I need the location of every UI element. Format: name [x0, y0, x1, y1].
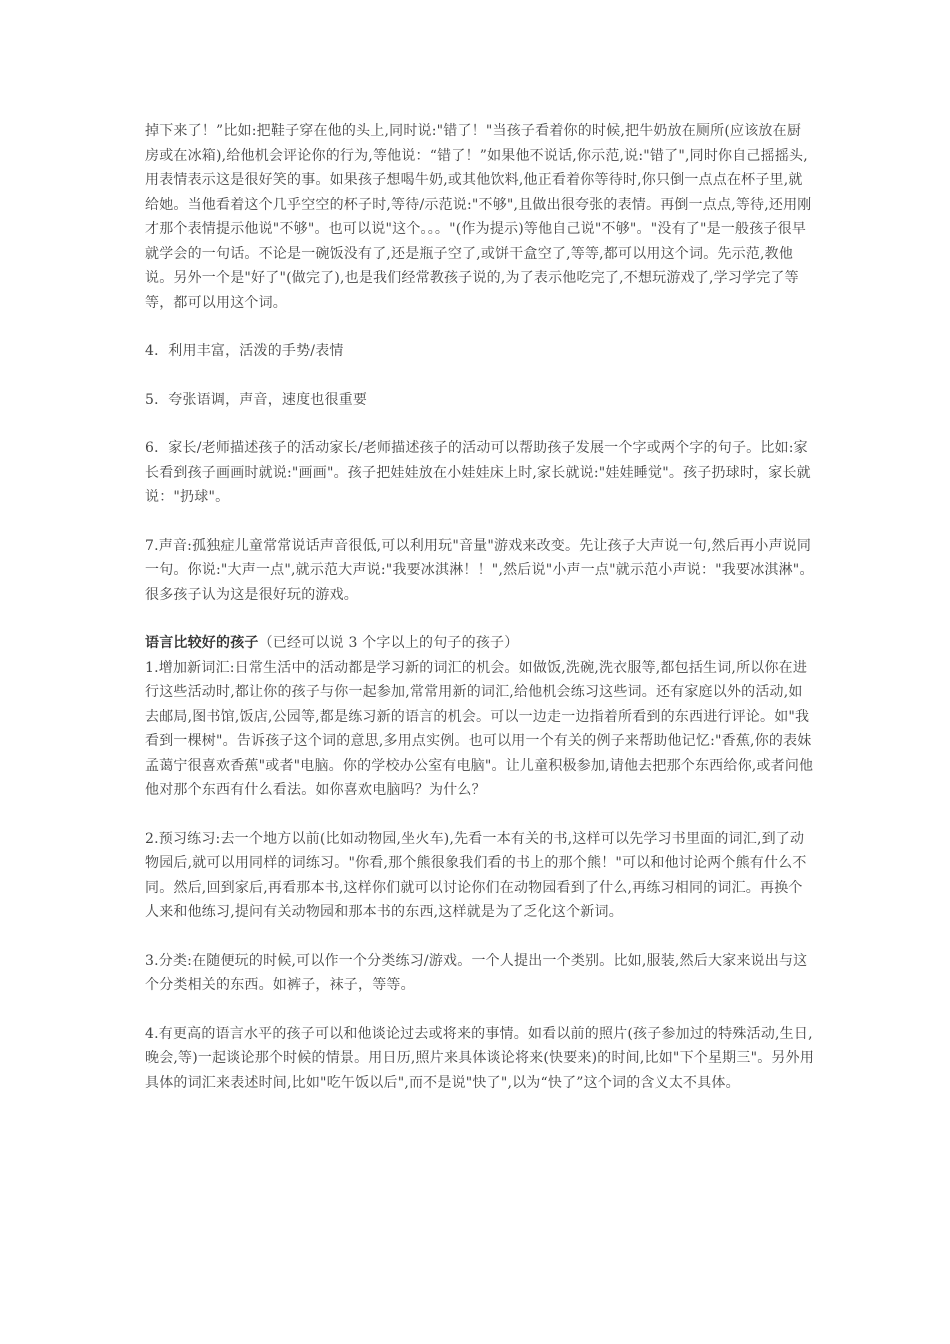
- paragraph-gap: [145, 315, 815, 339]
- section-heading-subtitle: （已经可以说 3 个字以上的句子的孩子）: [258, 635, 519, 651]
- section-item-4: 4.有更高的语言水平的孩子可以和他谈论过去或将来的事情。如看以前的照片(孩子参加过的特殊活动,生日,晚会,等)一起谈论那个时候的情景。用日历,照片来具体谈论将来(快要来)的时间,比如"下个星期三"。另外用具体的词汇来表述时间,比如"吃午饭以后",而不是说"快了",以为“快了”这个词的含义太不具体。: [145, 1025, 815, 1091]
- section-item-2: 2.预习练习:去一个地方以前(比如动物园,坐火车),先看一本有关的书,这样可以先学习书里面的词汇,到了动物园后,就可以用同样的词练习。"你看,那个熊很象我们看的书上的那个熊！"可以和他讨论两个熊有什么不同。然后,回到家后,再看那本书,这样你们就可以讨论你们在动物园看到了什么,再练习相同的词汇。再换个人来和他练习,提问有关动物园和那本书的东西,这样就是为了乏化这个新词。: [145, 830, 807, 920]
- section-item-3: 3.分类:在随便玩的时候,可以作一个分类练习/游戏。一个人提出一个类别。比如,服装,然后大家来说出与这个分类相关的东西。如裤子，袜子，等等。: [145, 952, 808, 993]
- paragraph-gap: [145, 998, 815, 1022]
- intro-paragraph: 掉下来了！”比如:把鞋子穿在他的头上,同时说:"错了！"当孩子看着你的时候,把牛奶放在厕所(应该放在厨房或在冰箱),给他机会评论你的行为,等他说：“错了！”如果他不说话,你示范,说:"错了",同时你自己摇摇头,用表情表示这是很好笑的事。如果孩子想喝牛奶,或其他饮料,他正看着你等待时,你只倒一点点在杯子里,就给她。当他看着这个几乎空空的杯子时,等待/示范说:"不够",且做出很夸张的表情。再倒一点点,等待,还用刚才那个表情提示他说"不够"。也可以说"这个。。。"(作为提示)等他自己说"不够"。"没有了"是一般孩子很早就学会的一句话。不论是一碗饭没有了,还是瓶子空了,或饼干盒空了,等等,都可以用这个词。先示范,教他说。另外一个是"好了"(做完了),也是我们经常教孩子说的,为了表示他吃完了,不想玩游戏了,学习学完了等等，都可以用这个词。: [145, 123, 812, 311]
- paragraph-gap: [145, 364, 815, 388]
- section-item-1: 1.增加新词汇:日常生活中的活动都是学习新的词汇的机会。如做饭,洗碗,洗衣服等,都包括生词,所以你在进行这些活动时,都让你的孩子与你一起参加,常常用新的词汇,给他机会练习这些词。还有家庭以外的活动,如去邮局,图书馆,饭店,公园等,都是练习新的语言的机会。可以一边走一边指着所看到的东西进行评论。如"我看到一棵树"。告诉孩子这个词的意思,多用点实例。也可以用一个有关的例子来帮助他记忆:"香蕉,你的表妹孟蔼宁很喜欢香蕉"或者"电脑。你的学校办公室有电脑"。让儿童积极参加,请他去把那个东西给你,或者问他他对那个东西有什么看法。如你喜欢电脑吗？为什么？: [145, 659, 814, 798]
- paragraph-gap: [145, 607, 815, 631]
- section-heading-title: 语言比较好的孩子: [145, 635, 259, 651]
- paragraph-gap: [145, 925, 815, 949]
- paragraph-gap: [145, 412, 815, 436]
- paragraph-gap: [145, 510, 815, 534]
- paragraph-gap: [145, 803, 815, 827]
- tip-6-paragraph: 6．家长/老师描述孩子的活动家长/老师描述孩子的活动可以帮助孩子发展一个字或两个字的句子。比如:家长看到孩子画画时就说:"画画"。孩子把娃娃放在小娃娃床上时,家长就说:"娃娃睡觉"。孩子扔球时，家长就说："扔球"。: [145, 440, 811, 505]
- tip-4-paragraph: 4．利用丰富，活泼的手势/表情: [145, 343, 344, 359]
- tip-7-paragraph: 7.声音:孤独症儿童常常说话声音很低,可以利用玩"音量"游戏来改变。先让孩子大声说一句,然后再小声说同一句。你说:"大声一点",就示范大声说:"我要冰淇淋！！",然后说"小声一点"就示范小声说："我要冰淇淋"。很多孩子认为这是很好玩的游戏。: [145, 537, 814, 603]
- tip-5-paragraph: 5．夸张语调，声音，速度也很重要: [145, 391, 368, 408]
- section-heading: [145, 631, 815, 656]
- document-page: [145, 119, 815, 1095]
